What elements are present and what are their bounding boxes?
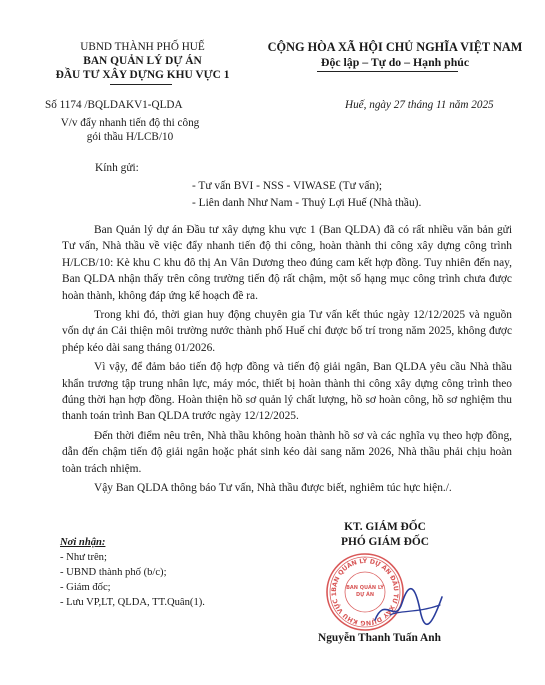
agency-underline: [110, 84, 172, 85]
letter-body: [62, 222, 512, 500]
svg-text:BAN QUẢN LÝ: BAN QUẢN LÝ: [346, 585, 384, 591]
svg-text:DỰ ÁN: DỰ ÁN: [355, 592, 375, 598]
body-paragraph: Ban Quản lý dự án Đầu tư xây dựng khu vực 1 (Ban QLDA) đã có rất nhiều văn bản gửi Tư vấn, Nhà thầu về việc đẩy nhanh tiến độ thi công, hoàn thành thi công xây dựng công trình H/LCB/10: Kè khu C khu đô thị An Vân Dương theo đúng cam kết hợp đồng. Tuy nhiên đến nay, Ban QLDA nhận thấy trên công trường tiến độ rất chậm, một số hạng mục công trình chưa được hoàn thành, không đáp ứng kế hoạch đề ra.: [62, 224, 512, 302]
distribution-item: - Giám đốc;: [60, 582, 111, 593]
body-paragraph: Vì vậy, để đảm bảo tiến độ hợp đồng và tiến độ giải ngân, Ban QLDA yêu cầu Nhà thầu khẩn trương tập trung nhân lực, máy móc, thiết bị hoàn thành thi công xây dựng công trình theo đúng thời hạn hợp đồng. Hoàn thiện hồ sơ quản lý chất lượng, hồ sơ hoàn công, hồ sơ nghiệm thu thanh toán trình Ban QLDA trước ngày 12/12/2025.: [62, 361, 512, 423]
distribution-title: Nơi nhận:: [60, 537, 106, 548]
document-subject: [40, 116, 220, 144]
national-header: [250, 40, 540, 70]
recipient-line: - Tư vấn BVI - NSS - VIWASE (Tư vấn);: [192, 180, 383, 192]
seal-text: BAN QUẢN LÝ DỰ ÁN ĐẦU TƯ XÂY DỰNG KHU VỰC 1: [330, 557, 400, 627]
document-number: Số 1174 /BQLDAKV1-QLDA: [45, 99, 183, 111]
motto-underline: [317, 71, 458, 72]
distribution-item: - UBND thành phố (b/c);: [60, 567, 167, 578]
distribution-item: - Như trên;: [60, 552, 107, 563]
greeting: Kính gửi:: [95, 162, 139, 174]
body-paragraph: Vậy Ban QLDA thông báo Tư vấn, Nhà thầu được biết, nghiêm túc hực hiện./.: [94, 482, 452, 495]
subject-line: V/v đẩy nhanh tiến độ thi công: [60, 117, 200, 129]
agency-name-line1: BAN QUẢN LÝ DỰ ÁN: [83, 55, 202, 67]
signature-title: KT. GIÁM ĐỐC: [344, 521, 426, 533]
signer-name: Nguyễn Thanh Tuấn Anh: [318, 632, 441, 644]
agency-parent: UBND THÀNH PHỐ HUẾ: [80, 41, 205, 53]
distribution-item: - Lưu VP,LT, QLDA, TT.Quân(1).: [60, 597, 205, 608]
signature-position: PHÓ GIÁM ĐỐC: [341, 536, 429, 548]
agency-header: [30, 40, 255, 82]
body-paragraph: Đến thời điểm nêu trên, Nhà thầu không hoàn thành hồ sơ và các nghĩa vụ theo hợp đồng, dẫn đến chậm tiến độ giải ngân hoặc phát sinh kéo dài sang năm 2026, Nhà thầu phải chịu hoàn toàn trách nhiệm.: [62, 429, 512, 475]
body-paragraph: Trong khi đó, thời gian huy động chuyên gia Tư vấn kết thúc ngày 12/12/2025 và nguồn vốn dự án Cải thiện môi trường nước thành phố Huế chỉ được bố trí trong năm 2025, không được phép kéo dài sang tháng 01/2026.: [62, 309, 512, 354]
distribution-list: [60, 535, 205, 610]
document-date: Huế, ngày 27 tháng 11 năm 2025: [345, 99, 494, 111]
handwritten-signature: [370, 575, 450, 635]
agency-name-line2: ĐẦU TƯ XÂY DỰNG KHU VỰC 1: [55, 69, 230, 81]
national-title: CỘNG HÒA XÃ HỘI CHỦ NGHĨA VIỆT NAM: [267, 40, 523, 54]
signature-block: [300, 520, 470, 550]
subject-line: gói thầu H/LCB/10: [86, 131, 174, 143]
national-motto: Độc lập – Tự do – Hạnh phúc: [320, 55, 470, 69]
recipient-line: - Liên danh Như Nam - Thuỷ Lợi Huế (Nhà thầu).: [192, 197, 422, 209]
